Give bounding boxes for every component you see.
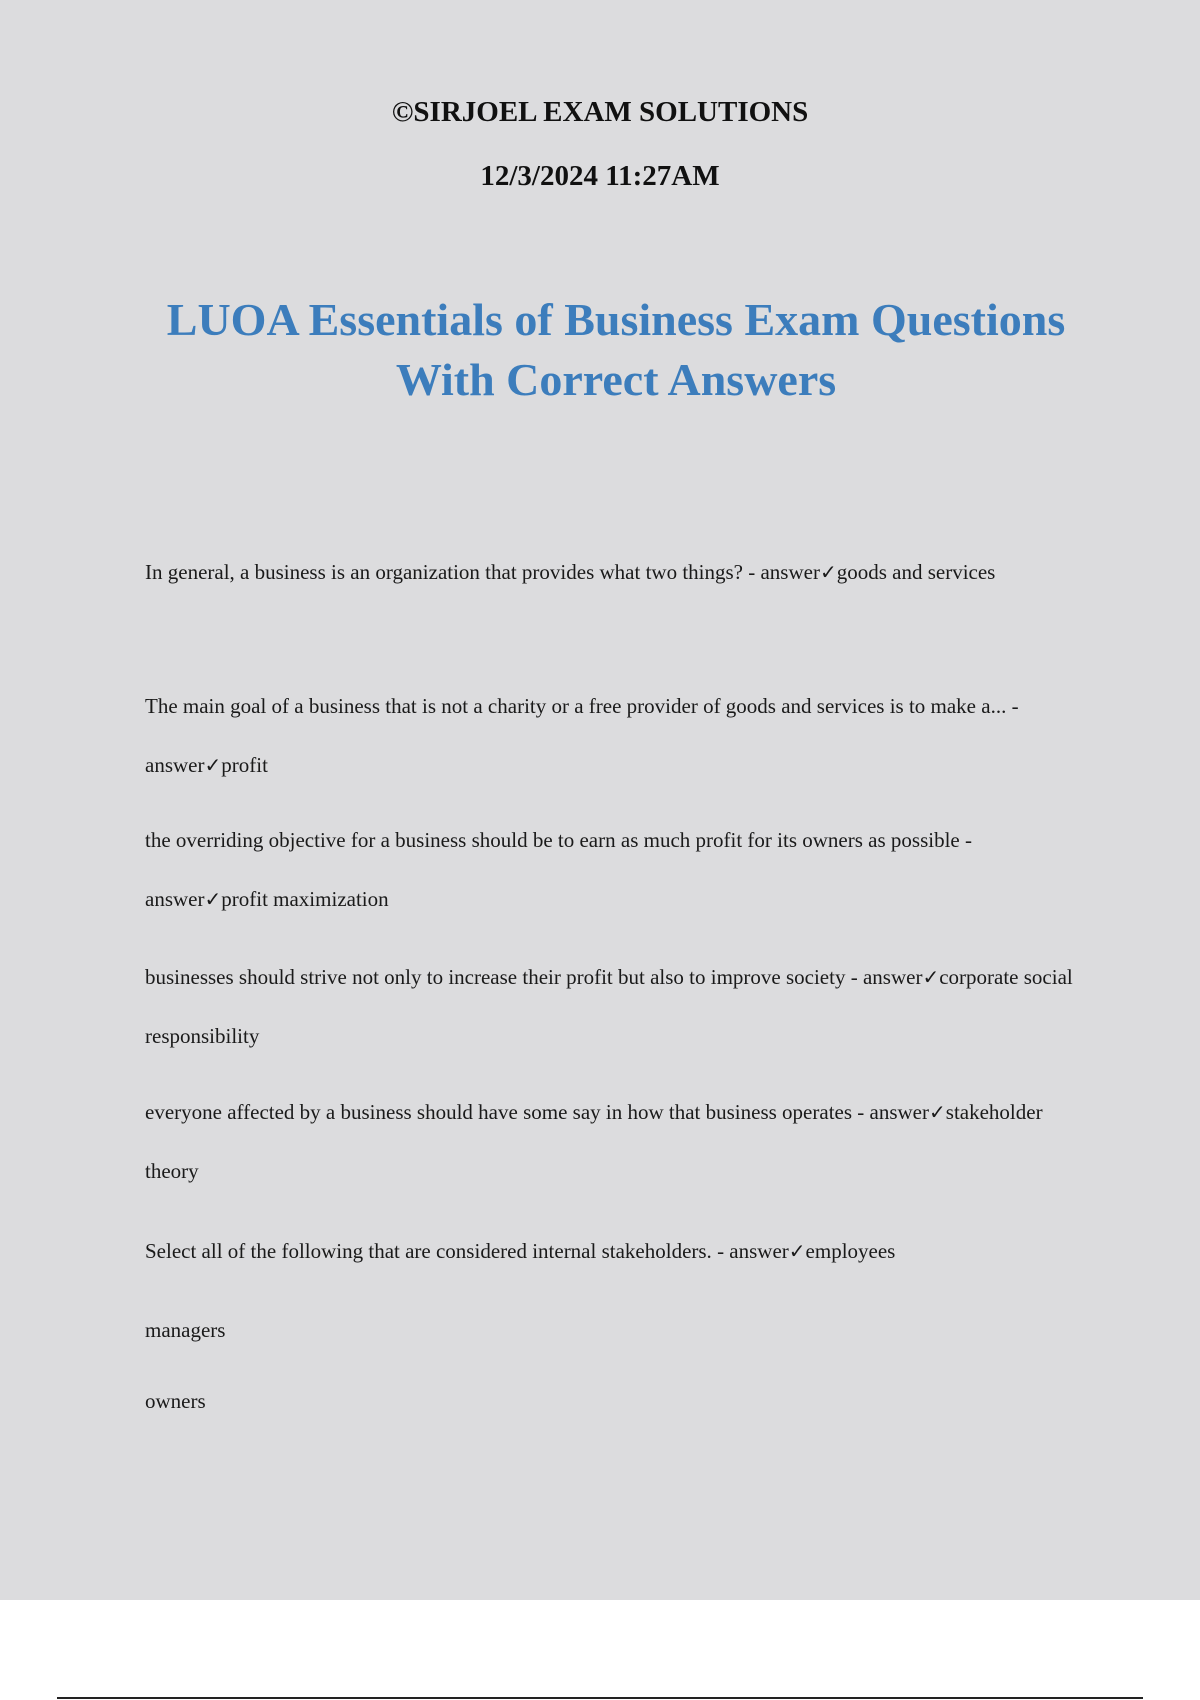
question-text: Select all of the following that are considered internal stakeholders. — [145, 1239, 712, 1263]
qa-item — [145, 811, 1095, 929]
answer-marker: - answer — [145, 694, 1019, 777]
qa-item — [145, 1222, 1095, 1281]
question-text: everyone affected by a business should have some say in how that business operates — [145, 1100, 853, 1124]
answer-list-item: managers — [145, 1318, 226, 1342]
answer-marker: - answer — [748, 560, 820, 584]
answer-text: corporate social responsibility — [145, 965, 1073, 1048]
question-text: the overriding objective for a business should be to earn as much profit for its owners as possible — [145, 828, 960, 852]
checkmark-icon: ✓ — [922, 965, 940, 989]
qa-item — [145, 543, 1095, 602]
checkmark-icon: ✓ — [819, 560, 837, 584]
answer-marker: - answer — [857, 1100, 929, 1124]
brand-header: ©SIRJOEL EXAM SOLUTIONS — [391, 96, 809, 128]
checkmark-icon: ✓ — [204, 887, 222, 911]
date-time-stamp: 12/3/2024 11:27AM — [480, 160, 720, 192]
checkmark-icon: ✓ — [929, 1100, 946, 1124]
qa-item — [145, 1083, 1095, 1201]
checkmark-icon: ✓ — [204, 753, 222, 777]
document-title: LUOA Essentials of Business Exam Questions With Correct Answers — [166, 294, 1066, 405]
answer-text: stakeholder theory — [145, 1100, 1043, 1183]
question-text: businesses should strive not only to increase their profit but also to improve society — [145, 965, 846, 989]
answer-text: employees — [805, 1239, 896, 1263]
answer-text: goods and services — [836, 560, 996, 584]
question-text: In general, a business is an organization that provides what two things? — [145, 560, 743, 584]
answer-marker: - answer — [717, 1239, 789, 1263]
answer-text: profit maximization — [221, 887, 389, 911]
answer-list-item: owners — [145, 1389, 206, 1413]
footer-divider — [57, 1697, 1143, 1699]
answer-marker: - answer — [850, 965, 923, 989]
question-text: The main goal of a business that is not a charity or a free provider of goods and services is to make a... — [145, 694, 1007, 718]
checkmark-icon: ✓ — [788, 1239, 806, 1263]
qa-item — [145, 677, 1095, 795]
qa-item — [145, 948, 1095, 1066]
answer-text: profit — [221, 753, 268, 777]
answer-marker: - answer — [145, 828, 972, 911]
